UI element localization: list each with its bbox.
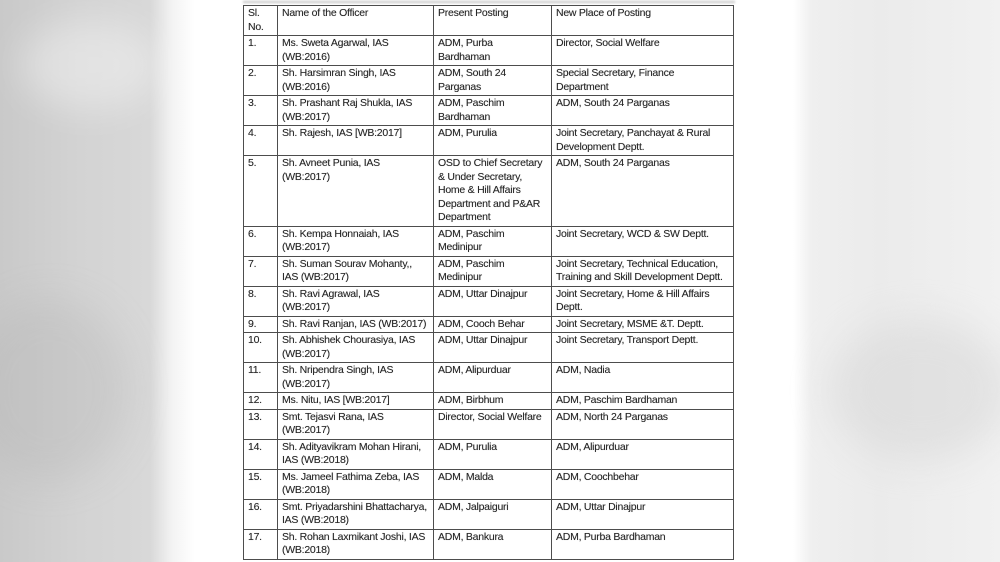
table-row: [244, 96, 734, 126]
table-row: [244, 256, 734, 286]
sl-no-cell: 12.: [244, 393, 278, 410]
new-posting-cell: ADM, Uttar Dinajpur: [552, 499, 734, 529]
present-posting-cell: Director, Social Welfare: [434, 409, 552, 439]
new-posting-cell: Special Secretary, Finance Department: [552, 66, 734, 96]
present-posting-cell: ADM, Paschim Medinipur: [434, 256, 552, 286]
present-posting-cell: ADM, Cooch Behar: [434, 316, 552, 333]
backdrop-shadow-right: [830, 320, 1000, 460]
sl-no-cell: 13.: [244, 409, 278, 439]
table-row: [244, 499, 734, 529]
backdrop-shadow: [0, 300, 130, 480]
new-posting-cell: ADM, Coochbehar: [552, 469, 734, 499]
sl-no-cell: 7.: [244, 256, 278, 286]
new-posting-cell: ADM, South 24 Parganas: [552, 96, 734, 126]
table-row: [244, 226, 734, 256]
table-row: [244, 286, 734, 316]
sl-no-cell: 14.: [244, 439, 278, 469]
new-posting-cell: ADM, Alipurduar: [552, 439, 734, 469]
new-posting-cell: ADM, North 24 Parganas: [552, 409, 734, 439]
officer-name-cell: Sh. Suman Sourav Mohanty,, IAS (WB:2017): [278, 256, 434, 286]
sl-no-cell: 15.: [244, 469, 278, 499]
officer-name-cell: Ms. Nitu, IAS [WB:2017]: [278, 393, 434, 410]
new-posting-cell: ADM, South 24 Parganas: [552, 156, 734, 227]
new-posting-cell: Joint Secretary, MSME &T. Deptt.: [552, 316, 734, 333]
sl-no-cell: 11.: [244, 363, 278, 393]
header-present-posting: Present Posting: [434, 6, 552, 36]
new-posting-cell: Joint Secretary, Technical Education, Training and Skill Development Deptt.: [552, 256, 734, 286]
present-posting-cell: ADM, Purulia: [434, 126, 552, 156]
sl-no-cell: 2.: [244, 66, 278, 96]
present-posting-cell: ADM, Purulia: [434, 439, 552, 469]
header-officer-name: Name of the Officer: [278, 6, 434, 36]
table-body: [244, 36, 734, 560]
table-row: [244, 36, 734, 66]
sl-no-cell: 6.: [244, 226, 278, 256]
new-posting-cell: ADM, Paschim Bardhaman: [552, 393, 734, 410]
officer-transfer-table: [243, 5, 734, 560]
present-posting-cell: ADM, Bankura: [434, 529, 552, 559]
officer-name-cell: Sh. Avneet Punia, IAS (WB:2017): [278, 156, 434, 227]
sl-no-cell: 10.: [244, 333, 278, 363]
new-posting-cell: Joint Secretary, Panchayat & Rural Development Deptt.: [552, 126, 734, 156]
sl-no-cell: 17.: [244, 529, 278, 559]
header-new-posting: New Place of Posting: [552, 6, 734, 36]
officer-name-cell: Sh. Prashant Raj Shukla, IAS (WB:2017): [278, 96, 434, 126]
officer-name-cell: Smt. Priyadarshini Bhattacharya, IAS (WB:2018): [278, 499, 434, 529]
present-posting-cell: ADM, Paschim Medinipur: [434, 226, 552, 256]
officer-name-cell: Ms. Sweta Agarwal, IAS (WB:2016): [278, 36, 434, 66]
present-posting-cell: ADM, Uttar Dinajpur: [434, 333, 552, 363]
table-row: [244, 333, 734, 363]
table-row: [244, 529, 734, 559]
present-posting-cell: ADM, Jalpaiguri: [434, 499, 552, 529]
present-posting-cell: ADM, Uttar Dinajpur: [434, 286, 552, 316]
table-row: [244, 156, 734, 227]
present-posting-cell: ADM, Malda: [434, 469, 552, 499]
officer-name-cell: Sh. Harsimran Singh, IAS (WB:2016): [278, 66, 434, 96]
sl-no-cell: 8.: [244, 286, 278, 316]
table-row: [244, 469, 734, 499]
present-posting-cell: ADM, Paschim Bardhaman: [434, 96, 552, 126]
new-posting-cell: Director, Social Welfare: [552, 36, 734, 66]
new-posting-cell: Joint Secretary, Transport Deptt.: [552, 333, 734, 363]
table-row: [244, 393, 734, 410]
new-posting-cell: ADM, Purba Bardhaman: [552, 529, 734, 559]
new-posting-cell: Joint Secretary, WCD & SW Deptt.: [552, 226, 734, 256]
new-posting-cell: ADM, Nadia: [552, 363, 734, 393]
table-row: [244, 439, 734, 469]
sl-no-cell: 4.: [244, 126, 278, 156]
officer-name-cell: Smt. Tejasvi Rana, IAS (WB:2017): [278, 409, 434, 439]
table-row: [244, 316, 734, 333]
backdrop-highlight: [20, 20, 160, 110]
table-row: [244, 409, 734, 439]
table-header-row: [244, 6, 734, 36]
present-posting-cell: ADM, Purba Bardhaman: [434, 36, 552, 66]
officer-name-cell: Sh. Abhishek Chourasiya, IAS (WB:2017): [278, 333, 434, 363]
officer-name-cell: Sh. Ravi Ranjan, IAS (WB:2017): [278, 316, 434, 333]
table-row: [244, 66, 734, 96]
sl-no-cell: 3.: [244, 96, 278, 126]
present-posting-cell: OSD to Chief Secretary & Under Secretary, Home & Hill Affairs Department and P&AR Department: [434, 156, 552, 227]
scan-edge-artifact: [243, 1, 735, 3]
header-sl-no: Sl. No.: [244, 6, 278, 36]
present-posting-cell: ADM, Alipurduar: [434, 363, 552, 393]
officer-name-cell: Ms. Jameel Fathima Zeba, IAS (WB:2018): [278, 469, 434, 499]
officer-name-cell: Sh. Ravi Agrawal, IAS (WB:2017): [278, 286, 434, 316]
officer-name-cell: Sh. Adityavikram Mohan Hirani, IAS (WB:2018): [278, 439, 434, 469]
sl-no-cell: 1.: [244, 36, 278, 66]
new-posting-cell: Joint Secretary, Home & Hill Affairs Deptt.: [552, 286, 734, 316]
present-posting-cell: ADM, Birbhum: [434, 393, 552, 410]
officer-name-cell: Sh. Kempa Honnaiah, IAS (WB:2017): [278, 226, 434, 256]
officer-name-cell: Sh. Nripendra Singh, IAS (WB:2017): [278, 363, 434, 393]
table-row: [244, 363, 734, 393]
present-posting-cell: ADM, South 24 Parganas: [434, 66, 552, 96]
sl-no-cell: 5.: [244, 156, 278, 227]
officer-name-cell: Sh. Rohan Laxmikant Joshi, IAS (WB:2018): [278, 529, 434, 559]
sl-no-cell: 16.: [244, 499, 278, 529]
sl-no-cell: 9.: [244, 316, 278, 333]
officer-name-cell: Sh. Rajesh, IAS [WB:2017]: [278, 126, 434, 156]
table-row: [244, 126, 734, 156]
